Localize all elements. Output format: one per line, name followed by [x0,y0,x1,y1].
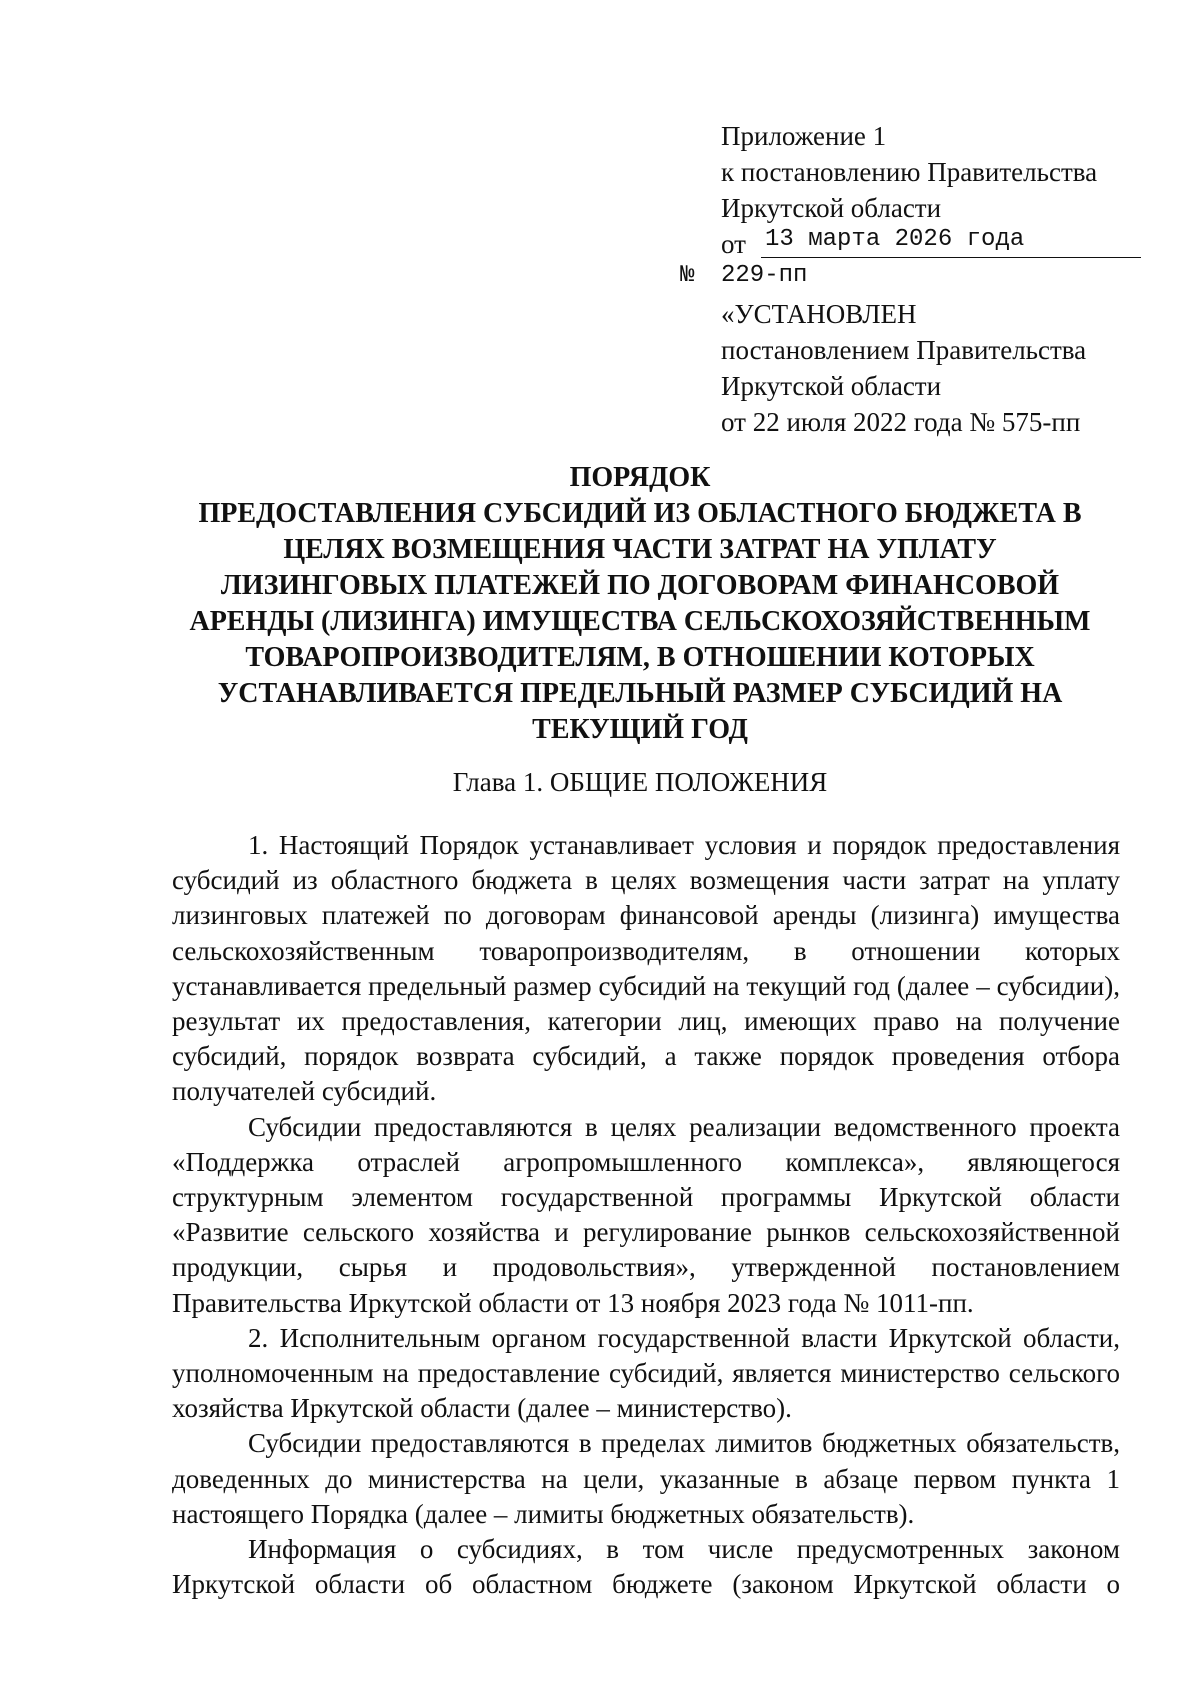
paragraph-4: Субсидии предоставляются в пределах лимитов бюджетных обязательств, доведенных до министерства на цели, указанные в абзаце первом пункта 1 настоящего Порядка (далее – лимиты бюджетных обязательств). [172,1428,1120,1529]
title-line: АРЕНДЫ (ЛИЗИНГА) ИМУЩЕСТВА СЕЛЬСКОХОЗЯЙСТВЕННЫМ [189,606,1091,637]
established-label: «УСТАНОВЛЕН [721,299,917,329]
title-line: ЦЕЛЯХ ВОЗМЕЩЕНИЯ ЧАСТИ ЗАТРАТ НА УПЛАТУ [283,534,997,565]
date-underline [761,257,1141,258]
established-region: Иркутской области [721,371,942,401]
title-line: ТОВАРОПРОИЗВОДИТЕЛЯМ, В ОТНОШЕНИИ КОТОРЫХ [245,642,1035,673]
title-line: ПРЕДОСТАВЛЕНИЯ СУБСИДИЙ ИЗ ОБЛАСТНОГО БЮДЖЕТА В [198,498,1082,529]
chapter-heading: Глава 1. ОБЩИЕ ПОЛОЖЕНИЯ [452,767,828,797]
paragraph-3: 2. Исполнительным органом государственной власти Иркутской области, уполномоченным на предоставление субсидий, является министерство сельского хозяйства Иркутской области (далее – министерство). [172,1322,1120,1424]
date-prefix: от [721,229,746,259]
body-text [172,828,1120,1602]
number-value: 229-пп [721,262,808,289]
appendix-date-row [721,226,1121,262]
paragraph-5: Информация о субсидиях, в том числе предусмотренных законом Иркутской области об областном бюджете (законом Иркутской области о [172,1534,1120,1600]
title-line: ЛИЗИНГОВЫХ ПЛАТЕЖЕЙ ПО ДОГОВОРАМ ФИНАНСОВОЙ [220,570,1060,601]
appendix-number-row [680,262,1121,296]
appendix-block [680,118,1121,440]
title-line: ТЕКУЩИЙ ГОД [532,714,748,745]
document-title [170,460,1110,748]
date-value: 13 марта 2026 года [765,226,1025,253]
established-date: от 22 июля 2022 года № 575-пп [721,407,1081,437]
paragraph-2: Субсидии предоставляются в целях реализации ведомственного проекта «Поддержка отраслей агропромышленного комплекса», являющегося структурным элементом государственной программы Иркутской области «Развитие сельского хозяйства и регулирование рынков сельскохозяйственной продукции, сырья и продовольствия», утвержденной постановлением Правительства Иркутской области от 13 ноября 2023 года № 1011-пп. [172,1111,1120,1318]
title-line: ПОРЯДОК [569,462,711,493]
appendix-region: Иркутской области [721,193,942,223]
title-line: УСТАНАВЛИВАЕТСЯ ПРЕДЕЛЬНЫЙ РАЗМЕР СУБСИДИЙ НА [217,678,1063,709]
established-resolution: постановлением Правительства [721,335,1087,365]
paragraph-1: 1. Настоящий Порядок устанавливает условия и порядок предоставления субсидий из областного бюджета в целях возмещения части затрат на уплату лизинговых платежей по договорам финансовой аренды (лизинга) имущества сельскохозяйственным товаропроизводителям, в отношении которых устанавливается предельный размер субсидий на текущий год (далее – субсидии), результат их предоставления, категории лиц, имеющих право на получение субсидий, порядок возврата субсидий, а также порядок проведения отбора получателей субсидий. [172,830,1120,1107]
number-sign: № [680,262,695,289]
appendix-title: Приложение 1 [721,121,887,151]
appendix-resolution-ref: к постановлению Правительства [721,157,1098,187]
